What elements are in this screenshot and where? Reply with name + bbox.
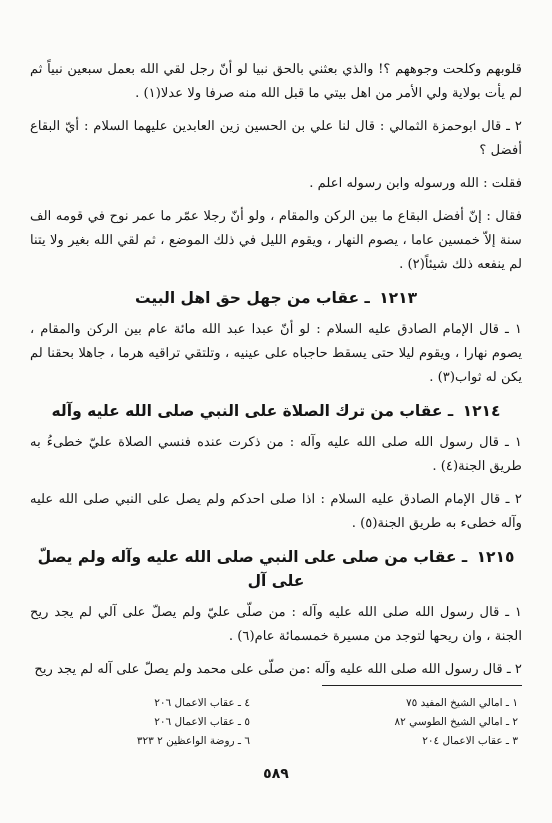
footnote: ٢ ـ امالي الشيخ الطوسي ٨٢	[394, 716, 518, 728]
section-number: ١٢١٥	[476, 548, 515, 566]
paragraph: قلوبهم وكلحت وجوههم ؟! والذي بعثني بالحق نبيا لو أنّ رجل لقي الله بعمل سبعين نبياً ثم لم يأت بولاية ولي الأمر من اهل بيتي ما قبل الله منه صرفا ولا عدلا(١) .	[30, 62, 522, 101]
footnote: ٦ ـ روضة الواعظين ٢ ٣٢٣	[136, 735, 250, 747]
paragraph: فقال : إنّ أفضل البقاع ما بين الركن والمقام ، ولو أنّ رجلا عمّر ما عمر نوح في قومه الف سنة إلاّ خمسين عاما ، يصوم النهار ، ويقوم الليل في ذلك الموضع ، ثم لقي الله بغير ولا يتنا لم ينفعه ذلك شيئاً(٢) .	[30, 209, 522, 272]
section-title: ـ عقاب من صلى على النبي صلى الله عليه وآله ولم يصلّ على آل	[37, 548, 468, 590]
footnote-divider	[322, 685, 522, 686]
section-heading	[30, 545, 522, 593]
section-heading	[30, 286, 522, 310]
paragraph: ٢ ـ قال ابوحمزة الثمالي : قال لنا علي بن الحسين زين العابدين عليهما السلام : أيّ البقاع أفضل ؟	[30, 119, 522, 158]
footnotes-left-column	[60, 694, 250, 751]
footnote: ٥ ـ عقاب الاعمال ٢٠٦	[154, 716, 250, 728]
section-number: ١٢١٤	[462, 402, 501, 420]
paragraph: ١ ـ قال رسول الله صلى الله عليه وآله : من ذكرت عنده فنسي الصلاة عليّ خطىءُ به طريق الجنة(٤) .	[30, 435, 522, 474]
paragraph: ١ ـ قال رسول الله صلى الله عليه وآله : من صلّى عليّ ولم يصلّ على آلي لم يجد ريح الجنة ، وان ريحها لتوجد من مسيرة خمسمائة عام(٦) .	[30, 605, 522, 644]
footnote: ٤ ـ عقاب الاعمال ٢٠٦	[154, 697, 250, 709]
footnote: ٣ ـ عقاب الاعمال ٢٠٤	[422, 735, 518, 747]
paragraph: ٢ ـ قال رسول الله صلى الله عليه وآله :من صلّى على محمد ولم يصلّ على آله لم يجد ريح	[34, 662, 522, 677]
section-heading	[30, 399, 522, 423]
section-title: ـ عقاب من ترك الصلاة على النبي صلى الله عليه وآله	[51, 402, 454, 420]
paragraph: ١ ـ قال الإمام الصادق عليه السلام : لو أنّ عبدا عبد الله مائة عام بين الركن والمقام ، يصوم نهارا ، ويقوم ليلا حتى يسقط حاجباه على عينيه ، وتلتقي تراقيه هرما ، جاهلا بحقنا لم يكن له ثواب(٣) .	[30, 322, 522, 385]
section-title: ـ عقاب من جهل حق اهل البيت	[134, 289, 370, 307]
paragraph: فقلت : الله ورسوله وابن رسوله اعلم .	[309, 176, 522, 191]
page-number: ٥٨٩	[263, 766, 289, 782]
paragraph: ٢ ـ قال الإمام الصادق عليه السلام : اذا صلى احدكم ولم يصل على النبي صلى الله عليه وآله خطىء به طريق الجنة(٥) .	[30, 492, 522, 531]
footnote: ١ ـ امالي الشيخ المفيد ٧٥	[406, 697, 518, 709]
page-body	[30, 58, 522, 691]
section-number: ١٢١٣	[379, 289, 418, 307]
footnotes-right-column	[318, 694, 518, 751]
